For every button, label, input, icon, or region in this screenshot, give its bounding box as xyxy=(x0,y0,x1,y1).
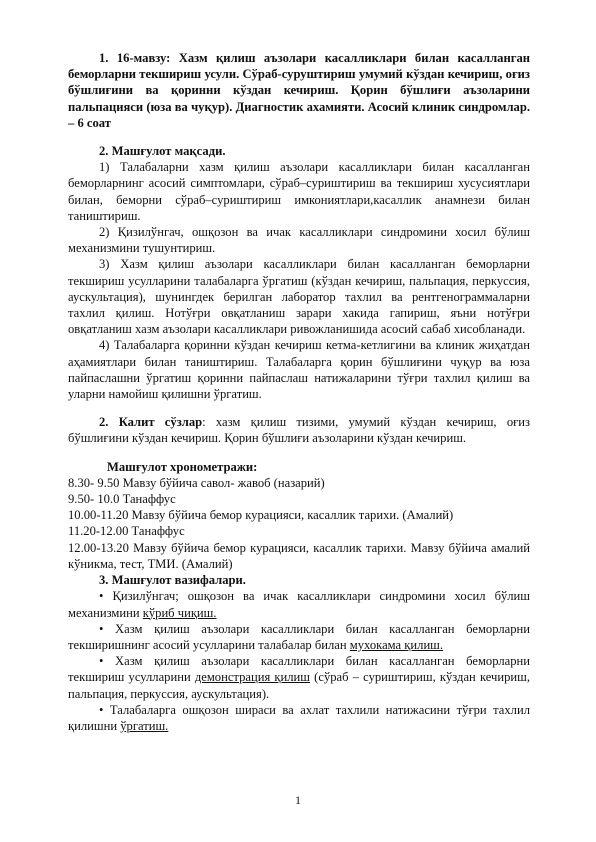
task-item-2 xyxy=(68,621,530,653)
task-text: Талабаларга ошқозон шираси ва ахлат тахлили натижасини тўғри тахлил қилишни xyxy=(68,702,530,733)
task-text: Хазм қилиш аъзолари касалликлари билан касалланган беморларни текширишнинг асосий усулларини талабалар билан xyxy=(68,621,530,652)
task-text-tail: (сўраб – суриштириш, кўздан кечириш, пальпация, перкуссия, аускультация). xyxy=(68,670,530,701)
bullet-icon: • xyxy=(99,654,104,669)
section-2-heading: 2. Машғулот мақсади. xyxy=(99,144,226,159)
task-underlined-text: кўриб чиқиш. xyxy=(142,605,217,620)
section-3-heading: 3. Машғулот вазифалари. xyxy=(99,573,246,588)
task-underlined-text: ўргатиш. xyxy=(120,718,169,733)
page-content xyxy=(68,50,530,734)
chronometry-heading: Машғулот хронометражи: xyxy=(107,459,258,474)
page-number: 1 xyxy=(295,793,301,807)
schedule-line-4: 11.20-12.00 Танаффус xyxy=(68,524,185,539)
schedule-line-1: 8.30- 9.50 Мавзу бўйича савол- жавоб (назарий) xyxy=(68,475,325,490)
bullet-icon: • xyxy=(99,589,104,604)
task-item-1 xyxy=(68,588,530,620)
task-item-3 xyxy=(68,653,530,702)
bullet-icon: • xyxy=(99,702,104,717)
task-text: Хазм қилиш аъзолари касалликлари билан касалланган беморларни текшириш усулларини xyxy=(68,654,530,685)
keywords-label: 2. Калит сўзлар xyxy=(99,415,203,430)
goal-item-4: 4) Талабаларга қоринни кўздан кечириш кетма-кетлигини ва клиник жиҳатдан аҳамиятлари билан таништириш. Талабаларга қорин бўшлиғини чуқур ва юза пайпаслашни ўргатиш қоринни пайпаслаш натижаларини тўғри тахлил қилиш ва уларни намойиш қилишни ўргатиш. xyxy=(68,338,530,402)
goal-item-2: 2) Қизилўнгач, ошқозон ва ичак касалликлари синдромини хосил бўлиш механизмини тушунтириш. xyxy=(68,225,530,256)
keywords-paragraph xyxy=(68,414,530,446)
task-text: Қизилўнгач; ошқозон ва ичак касалликлари синдромини хосил бўлиш механизмини xyxy=(68,589,530,620)
topic-title: 1. 16-мавзу: Хазм қилиш аъзолари касалликлари билан касалланган беморларни текшириш усули. Сўраб-суруштириш умумий кўздан кечириш, оғиз бўшлиғини ва қоринни кўздан кечириш. Қорин бўшлиғи аъзоларини пальпацияси (юза ва чуқур). Диагностик ахамияти. Асосий клиник синдромлар. – 6 соат xyxy=(68,51,530,130)
schedule-line-5: 12.00-13.20 Мавзу бўйича бемор курацияси, касаллик тарихи. Мавзу бўйича амалий кўникма, тест, ТМИ. (Амалий) xyxy=(68,540,530,571)
task-underlined-text: демонстрация қилиш xyxy=(194,670,310,685)
bullet-icon: • xyxy=(99,621,104,636)
task-underlined-text: мухокама қилиш. xyxy=(349,637,444,652)
schedule-line-3: 10.00-11.20 Мавзу бўйича бемор курацияси, касаллик тарихи. (Амалий) xyxy=(68,508,454,523)
keywords-text: : хазм қилиш тизими, умумий кўздан кечириш, оғиз бўшлиғини кўздан кечириш. Қорин бўшлиғи аъзоларини кўздан кечириш. xyxy=(68,415,530,446)
goal-item-3: 3) Хазм қилиш аъзолари касалликлари билан касалланган беморларни текшириш усулларини талабаларга ўргатиш (кўздан кечириш, пальпация, перкуссия, аускультация), шунингдек берилган лаборатор тахлил ва рентгенограммаларни тахлил қилиш. Нотўғри овқатланиш зарари хакида гапириш, яъни нотўғри овқатланиш хазм аъзолари касалликлари ривожланишида асосий сабаб хисобланади. xyxy=(68,257,530,337)
task-item-4 xyxy=(68,702,530,734)
schedule-line-2: 9.50- 10.0 Танаффус xyxy=(68,492,176,507)
goal-item-1: 1) Талабаларни хазм қилиш аъзолари касалликлари билан касалланган беморларнинг асосий симптомлари, сўраб–суриштириш ва текшириш хусусиятлари билан, беморни сўраб–суриштириш имкониятлари,касаллик анамнези билан таништириш. xyxy=(68,160,530,223)
